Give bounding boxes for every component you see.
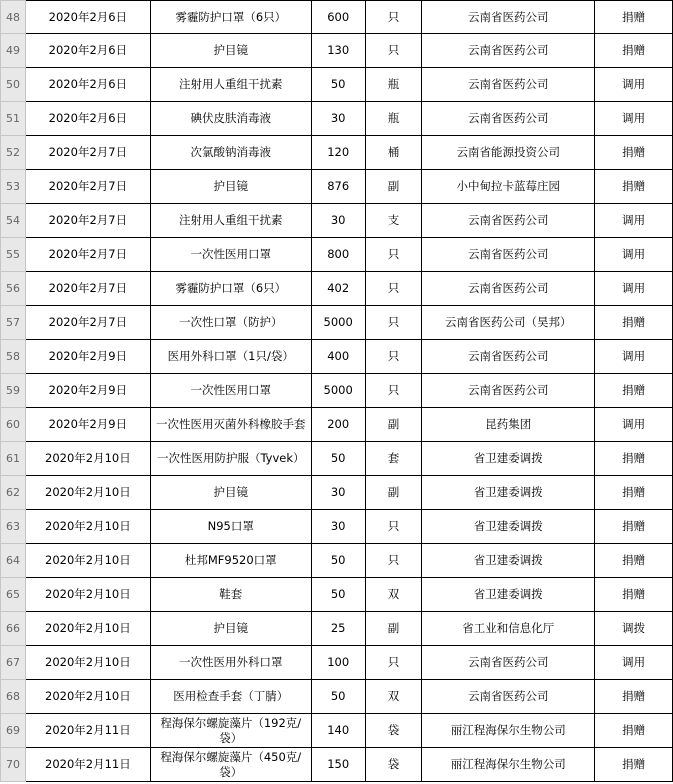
item-name-cell[interactable]: 一次性医用口罩 [150, 238, 311, 272]
unit-cell[interactable]: 袋 [365, 714, 422, 748]
item-name-cell[interactable]: 雾霾防护口罩（6只） [150, 272, 311, 306]
quantity-cell[interactable]: 876 [311, 170, 365, 204]
row-number[interactable]: 51 [1, 102, 26, 136]
item-name-cell[interactable]: 护目镜 [150, 476, 311, 510]
source-cell[interactable]: 云南省医药公司（昊邦） [422, 306, 595, 340]
date-cell[interactable]: 2020年2月9日 [25, 408, 150, 442]
unit-cell[interactable]: 套 [365, 442, 422, 476]
unit-cell[interactable]: 双 [365, 680, 422, 714]
source-cell[interactable]: 省卫建委调拨 [422, 578, 595, 612]
item-name-cell[interactable]: 护目镜 [150, 34, 311, 68]
quantity-cell[interactable]: 140 [311, 714, 365, 748]
item-name-cell[interactable]: 程海保尔螺旋藻片（450克/袋） [150, 748, 311, 782]
quantity-cell[interactable]: 130 [311, 34, 365, 68]
row-number[interactable]: 48 [1, 1, 26, 34]
row-number[interactable]: 66 [1, 612, 26, 646]
source-cell[interactable]: 云南省医药公司 [422, 340, 595, 374]
quantity-cell[interactable]: 5000 [311, 374, 365, 408]
type-cell[interactable]: 调用 [595, 68, 673, 102]
item-name-cell[interactable]: 雾霾防护口罩（6只） [150, 1, 311, 34]
item-name-cell[interactable]: 一次性口罩（防护） [150, 306, 311, 340]
table-row [1, 408, 673, 442]
item-name-cell[interactable]: 杜邦MF9520口罩 [150, 544, 311, 578]
date-cell[interactable]: 2020年2月10日 [25, 612, 150, 646]
unit-cell[interactable]: 副 [365, 476, 422, 510]
unit-cell[interactable]: 只 [365, 510, 422, 544]
date-cell[interactable]: 2020年2月6日 [25, 34, 150, 68]
table-row [1, 34, 673, 68]
quantity-cell[interactable]: 50 [311, 68, 365, 102]
quantity-cell[interactable]: 30 [311, 204, 365, 238]
quantity-cell[interactable]: 50 [311, 680, 365, 714]
source-cell[interactable]: 省卫建委调拨 [422, 510, 595, 544]
table-row [1, 680, 673, 714]
date-cell[interactable]: 2020年2月6日 [25, 68, 150, 102]
table-row [1, 612, 673, 646]
row-number[interactable]: 56 [1, 272, 26, 306]
row-number[interactable]: 50 [1, 68, 26, 102]
unit-cell[interactable]: 只 [365, 646, 422, 680]
quantity-cell[interactable]: 5000 [311, 306, 365, 340]
date-cell[interactable]: 2020年2月10日 [25, 646, 150, 680]
item-name-cell[interactable]: 医用外科口罩（1只/袋） [150, 340, 311, 374]
date-cell[interactable]: 2020年2月10日 [25, 510, 150, 544]
unit-cell[interactable]: 只 [365, 1, 422, 34]
type-cell[interactable]: 调用 [595, 102, 673, 136]
date-cell[interactable]: 2020年2月9日 [25, 374, 150, 408]
source-cell[interactable]: 云南省医药公司 [422, 68, 595, 102]
row-number[interactable]: 70 [1, 748, 26, 782]
source-cell[interactable]: 云南省能源投资公司 [422, 136, 595, 170]
row-number[interactable]: 62 [1, 476, 26, 510]
source-cell[interactable]: 云南省医药公司 [422, 102, 595, 136]
type-cell[interactable]: 调用 [595, 238, 673, 272]
table-row [1, 68, 673, 102]
type-cell[interactable]: 调用 [595, 272, 673, 306]
unit-cell[interactable]: 袋 [365, 748, 422, 782]
row-number[interactable]: 53 [1, 170, 26, 204]
quantity-cell[interactable]: 30 [311, 102, 365, 136]
quantity-cell[interactable]: 600 [311, 1, 365, 34]
source-cell[interactable]: 云南省医药公司 [422, 238, 595, 272]
row-number[interactable]: 65 [1, 578, 26, 612]
quantity-cell[interactable]: 50 [311, 578, 365, 612]
source-cell[interactable]: 云南省医药公司 [422, 680, 595, 714]
source-cell[interactable]: 云南省医药公司 [422, 272, 595, 306]
unit-cell[interactable]: 副 [365, 170, 422, 204]
quantity-cell[interactable]: 800 [311, 238, 365, 272]
table-row [1, 544, 673, 578]
row-number[interactable]: 49 [1, 34, 26, 68]
source-cell[interactable]: 昆药集团 [422, 408, 595, 442]
table-row [1, 714, 673, 748]
table-row [1, 272, 673, 306]
type-cell[interactable]: 捐赠 [595, 476, 673, 510]
type-cell[interactable]: 调拨 [595, 612, 673, 646]
date-cell[interactable]: 2020年2月11日 [25, 748, 150, 782]
row-number[interactable]: 63 [1, 510, 26, 544]
unit-cell[interactable]: 瓶 [365, 68, 422, 102]
row-number[interactable]: 57 [1, 306, 26, 340]
date-cell[interactable]: 2020年2月7日 [25, 238, 150, 272]
quantity-cell[interactable]: 400 [311, 340, 365, 374]
type-cell[interactable]: 调用 [595, 646, 673, 680]
quantity-cell[interactable]: 100 [311, 646, 365, 680]
date-cell[interactable]: 2020年2月9日 [25, 340, 150, 374]
table-row [1, 646, 673, 680]
date-cell[interactable]: 2020年2月10日 [25, 544, 150, 578]
row-number[interactable]: 69 [1, 714, 26, 748]
table-row [1, 748, 673, 782]
unit-cell[interactable]: 双 [365, 578, 422, 612]
quantity-cell[interactable]: 50 [311, 442, 365, 476]
row-number[interactable]: 68 [1, 680, 26, 714]
type-cell[interactable]: 捐赠 [595, 306, 673, 340]
date-cell[interactable]: 2020年2月6日 [25, 102, 150, 136]
table-row [1, 578, 673, 612]
item-name-cell[interactable]: 护目镜 [150, 170, 311, 204]
item-name-cell[interactable]: 一次性医用灭菌外科橡胶手套 [150, 408, 311, 442]
table-row [1, 170, 673, 204]
table-row [1, 1, 673, 34]
table-row [1, 476, 673, 510]
type-cell[interactable]: 捐赠 [595, 578, 673, 612]
item-name-cell[interactable]: 程海保尔螺旋藻片（192克/袋） [150, 714, 311, 748]
item-name-cell[interactable]: 碘伏皮肤消毒液 [150, 102, 311, 136]
item-name-cell[interactable]: 注射用人重组干扰素 [150, 204, 311, 238]
unit-cell[interactable]: 支 [365, 204, 422, 238]
source-cell[interactable]: 云南省医药公司 [422, 646, 595, 680]
item-name-cell[interactable]: 次氯酸钠消毒液 [150, 136, 311, 170]
unit-cell[interactable]: 只 [365, 544, 422, 578]
date-cell[interactable]: 2020年2月7日 [25, 306, 150, 340]
unit-cell[interactable]: 只 [365, 340, 422, 374]
table-row [1, 374, 673, 408]
quantity-cell[interactable]: 25 [311, 612, 365, 646]
source-cell[interactable]: 云南省医药公司 [422, 1, 595, 34]
type-cell[interactable]: 调用 [595, 340, 673, 374]
item-name-cell[interactable]: 一次性医用防护服（Tyvek） [150, 442, 311, 476]
item-name-cell[interactable]: 一次性医用外科口罩 [150, 646, 311, 680]
type-cell[interactable]: 捐赠 [595, 442, 673, 476]
table-row [1, 510, 673, 544]
unit-cell[interactable]: 桶 [365, 136, 422, 170]
quantity-cell[interactable]: 120 [311, 136, 365, 170]
row-number[interactable]: 55 [1, 238, 26, 272]
row-number[interactable]: 59 [1, 374, 26, 408]
source-cell[interactable]: 省卫建委调拨 [422, 476, 595, 510]
type-cell[interactable]: 调用 [595, 204, 673, 238]
item-name-cell[interactable]: 鞋套 [150, 578, 311, 612]
row-number[interactable]: 64 [1, 544, 26, 578]
row-number[interactable]: 61 [1, 442, 26, 476]
source-cell[interactable]: 云南省医药公司 [422, 374, 595, 408]
table-row [1, 306, 673, 340]
quantity-cell[interactable]: 200 [311, 408, 365, 442]
source-cell[interactable]: 省工业和信息化厅 [422, 612, 595, 646]
date-cell[interactable]: 2020年2月7日 [25, 204, 150, 238]
type-cell[interactable]: 捐赠 [595, 136, 673, 170]
source-cell[interactable]: 云南省医药公司 [422, 204, 595, 238]
type-cell[interactable]: 捐赠 [595, 510, 673, 544]
type-cell[interactable]: 捐赠 [595, 544, 673, 578]
item-name-cell[interactable]: 注射用人重组干扰素 [150, 68, 311, 102]
type-cell[interactable]: 捐赠 [595, 374, 673, 408]
unit-cell[interactable]: 只 [365, 34, 422, 68]
row-number[interactable]: 52 [1, 136, 26, 170]
quantity-cell[interactable]: 150 [311, 748, 365, 782]
date-cell[interactable]: 2020年2月10日 [25, 476, 150, 510]
date-cell[interactable]: 2020年2月10日 [25, 680, 150, 714]
source-cell[interactable]: 省卫建委调拨 [422, 442, 595, 476]
quantity-cell[interactable]: 30 [311, 510, 365, 544]
quantity-cell[interactable]: 50 [311, 544, 365, 578]
row-number[interactable]: 58 [1, 340, 26, 374]
type-cell[interactable]: 捐赠 [595, 680, 673, 714]
type-cell[interactable]: 捐赠 [595, 748, 673, 782]
unit-cell[interactable]: 瓶 [365, 102, 422, 136]
table-row [1, 102, 673, 136]
source-cell[interactable]: 云南省医药公司 [422, 34, 595, 68]
unit-cell[interactable]: 只 [365, 272, 422, 306]
date-cell[interactable]: 2020年2月6日 [25, 1, 150, 34]
type-cell[interactable]: 调用 [595, 408, 673, 442]
type-cell[interactable]: 捐赠 [595, 34, 673, 68]
item-name-cell[interactable]: 医用检查手套（丁腈） [150, 680, 311, 714]
unit-cell[interactable]: 只 [365, 306, 422, 340]
quantity-cell[interactable]: 402 [311, 272, 365, 306]
source-cell[interactable]: 丽江程海保尔生物公司 [422, 748, 595, 782]
item-name-cell[interactable]: 护目镜 [150, 612, 311, 646]
item-name-cell[interactable]: N95口罩 [150, 510, 311, 544]
type-cell[interactable]: 捐赠 [595, 1, 673, 34]
unit-cell[interactable]: 副 [365, 408, 422, 442]
table-row [1, 442, 673, 476]
date-cell[interactable]: 2020年2月10日 [25, 578, 150, 612]
table-row [1, 136, 673, 170]
source-cell[interactable]: 省卫建委调拨 [422, 544, 595, 578]
type-cell[interactable]: 捐赠 [595, 714, 673, 748]
source-cell[interactable]: 小中甸拉卡蓝莓庄园 [422, 170, 595, 204]
unit-cell[interactable]: 副 [365, 612, 422, 646]
date-cell[interactable]: 2020年2月7日 [25, 170, 150, 204]
table-row [1, 238, 673, 272]
unit-cell[interactable]: 只 [365, 238, 422, 272]
date-cell[interactable]: 2020年2月10日 [25, 442, 150, 476]
row-number[interactable]: 67 [1, 646, 26, 680]
source-cell[interactable]: 丽江程海保尔生物公司 [422, 714, 595, 748]
unit-cell[interactable]: 只 [365, 374, 422, 408]
date-cell[interactable]: 2020年2月11日 [25, 714, 150, 748]
date-cell[interactable]: 2020年2月7日 [25, 272, 150, 306]
type-cell[interactable]: 捐赠 [595, 170, 673, 204]
row-number[interactable]: 60 [1, 408, 26, 442]
table-row [1, 340, 673, 374]
row-number[interactable]: 54 [1, 204, 26, 238]
item-name-cell[interactable]: 一次性医用口罩 [150, 374, 311, 408]
table-row [1, 204, 673, 238]
quantity-cell[interactable]: 30 [311, 476, 365, 510]
date-cell[interactable]: 2020年2月7日 [25, 136, 150, 170]
